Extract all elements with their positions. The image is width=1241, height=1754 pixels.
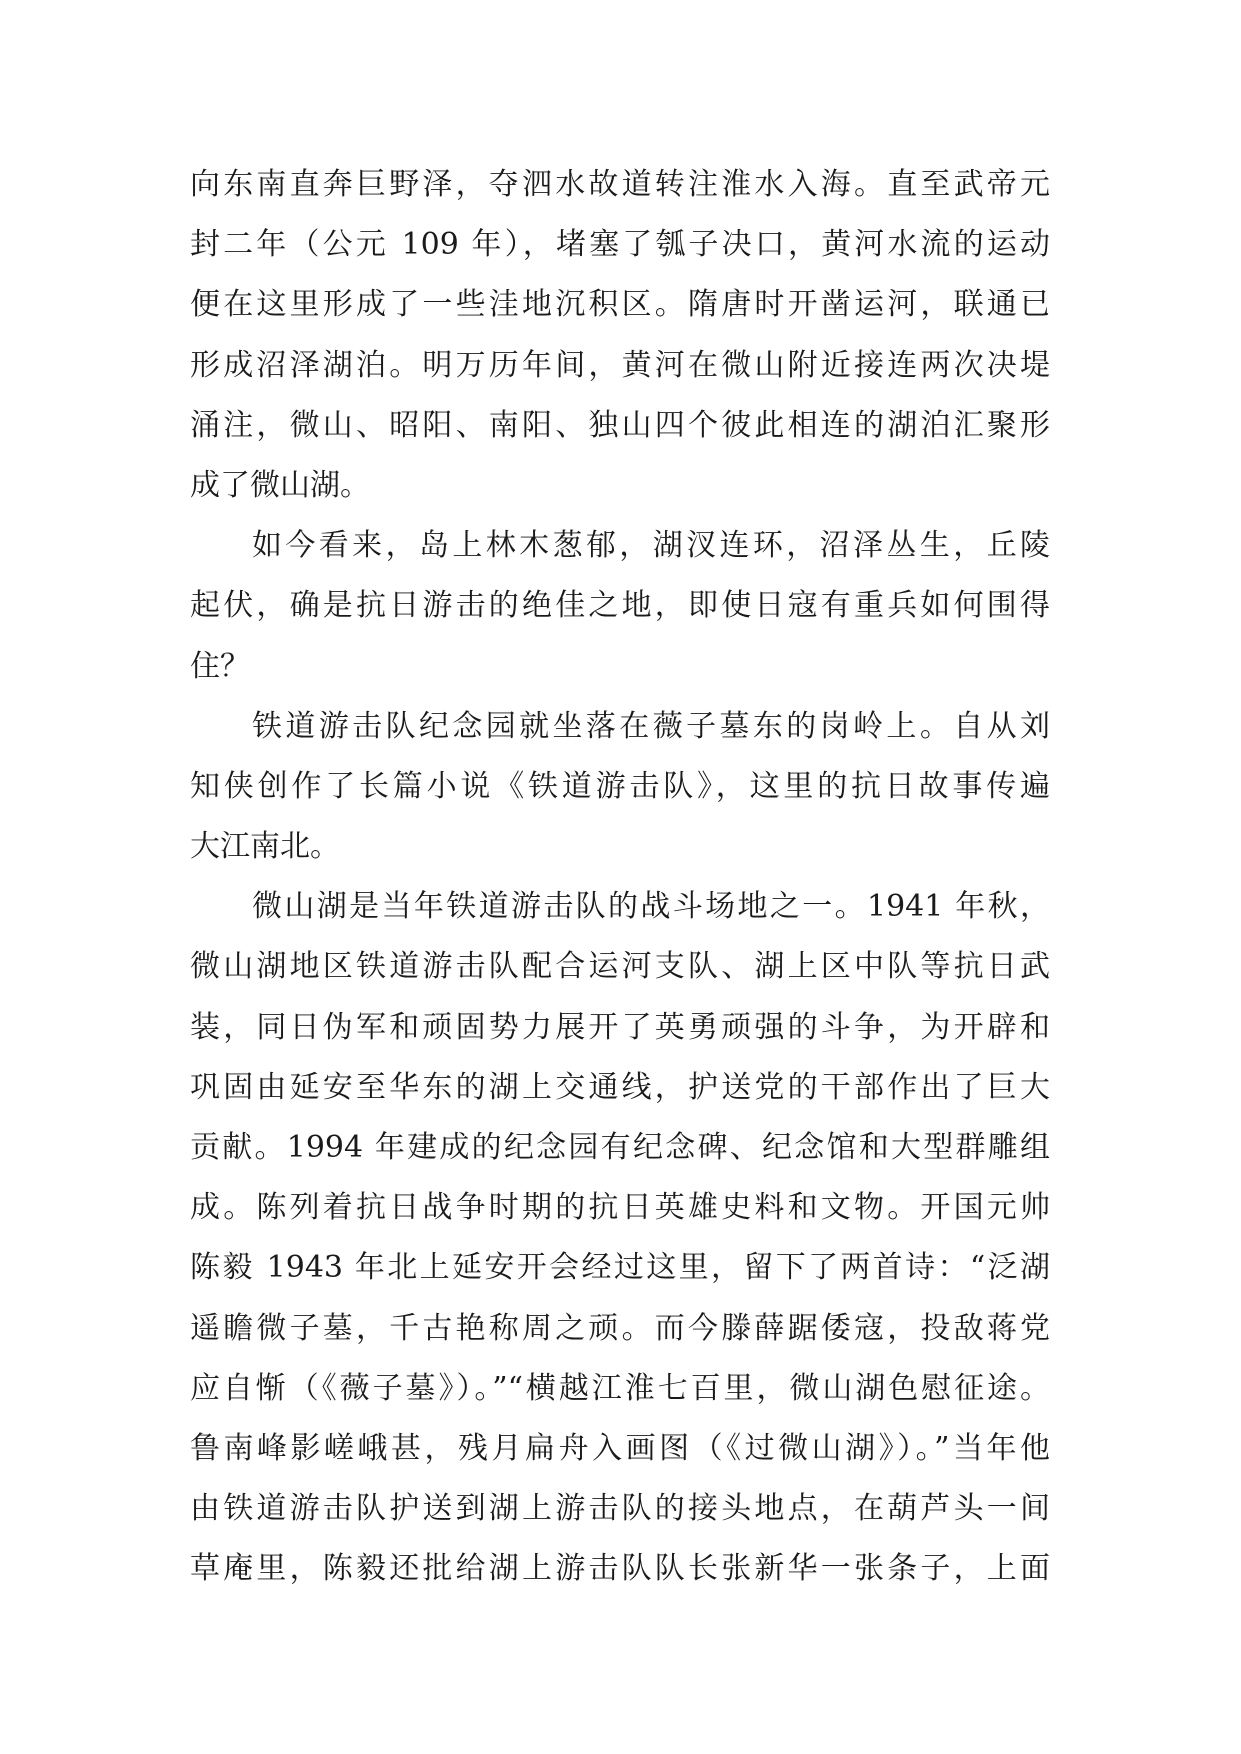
text-line: 鲁南峰影嵯峨甚，残月扁舟入画图（《过微山湖》）。”当年他 <box>190 1430 1050 1466</box>
paragraph-4 <box>190 877 1050 1599</box>
text-line: 微山湖地区铁道游击队配合运河支队、湖上区中队等抗日武 <box>190 949 1050 985</box>
text-line: 向东南直奔巨野泽，夺泗水故道转注淮水入海。直至武帝元 <box>190 167 1050 202</box>
text-line: 巩固由延安至华东的湖上交通线，护送党的干部作出了巨大 <box>190 1069 1050 1105</box>
text-line: 知侠创作了长篇小说《铁道游击队》，这里的抗日故事传遍 <box>190 768 1050 804</box>
text-line: 微山湖是当年铁道游击队的战斗场地之一。1941 年秋， <box>252 889 1050 925</box>
paragraph-3 <box>190 697 1050 878</box>
text-line: 成。陈列着抗日战争时期的抗日英雄史料和文物。开国元帅 <box>190 1190 1050 1226</box>
text-line: 起伏，确是抗日游击的绝佳之地，即使日寇有重兵如何围得 <box>190 588 1050 624</box>
text-line: 铁道游击队纪念园就坐落在薇子墓东的岗岭上。自从刘 <box>252 708 1050 744</box>
text-line: 遥瞻微子墓，千古艳称周之顽。而今滕薛踞倭寇，投敌蒋党 <box>190 1310 1050 1346</box>
text-line: 如今看来，岛上林木葱郁，湖汊连环，沼泽丛生，丘陵 <box>252 528 1050 564</box>
text-line: 装，同日伪军和顽固势力展开了英勇顽强的斗争，为开辟和 <box>190 1009 1050 1045</box>
text-line: 大江南北。 <box>190 829 340 865</box>
text-line: 贡献。1994 年建成的纪念园有纪念碑、纪念馆和大型群雕组 <box>190 1130 1050 1165</box>
text-line: 便在这里形成了一些洼地沉积区。隋唐时开凿运河，联通已 <box>190 287 1050 323</box>
text-line: 陈毅 1943 年北上延安开会经过这里，留下了两首诗：“泛湖 <box>190 1250 1050 1286</box>
text-line: 涌注，微山、昭阳、南阳、独山四个彼此相连的湖泊汇聚形 <box>190 407 1050 443</box>
paragraph-1 <box>190 155 1050 516</box>
text-line: 草庵里，陈毅还批给湖上游击队队长张新华一张条子，上面 <box>190 1551 1050 1587</box>
text-line: 封二年（公元 109 年），堵塞了瓠子决口，黄河水流的运动 <box>190 227 1050 263</box>
text-line: 住？ <box>190 648 250 684</box>
text-line: 形成沼泽湖泊。明万历年间，黄河在微山附近接连两次决堤 <box>190 347 1050 383</box>
text-line: 由铁道游击队护送到湖上游击队的接头地点，在葫芦头一间 <box>190 1491 1050 1527</box>
body-text <box>190 155 1050 1600</box>
text-line: 应自惭（《薇子墓》）。”“横越江淮七百里，微山湖色慰征途。 <box>190 1370 1050 1406</box>
paragraph-2 <box>190 516 1050 697</box>
text-line: 成了微山湖。 <box>190 467 370 503</box>
